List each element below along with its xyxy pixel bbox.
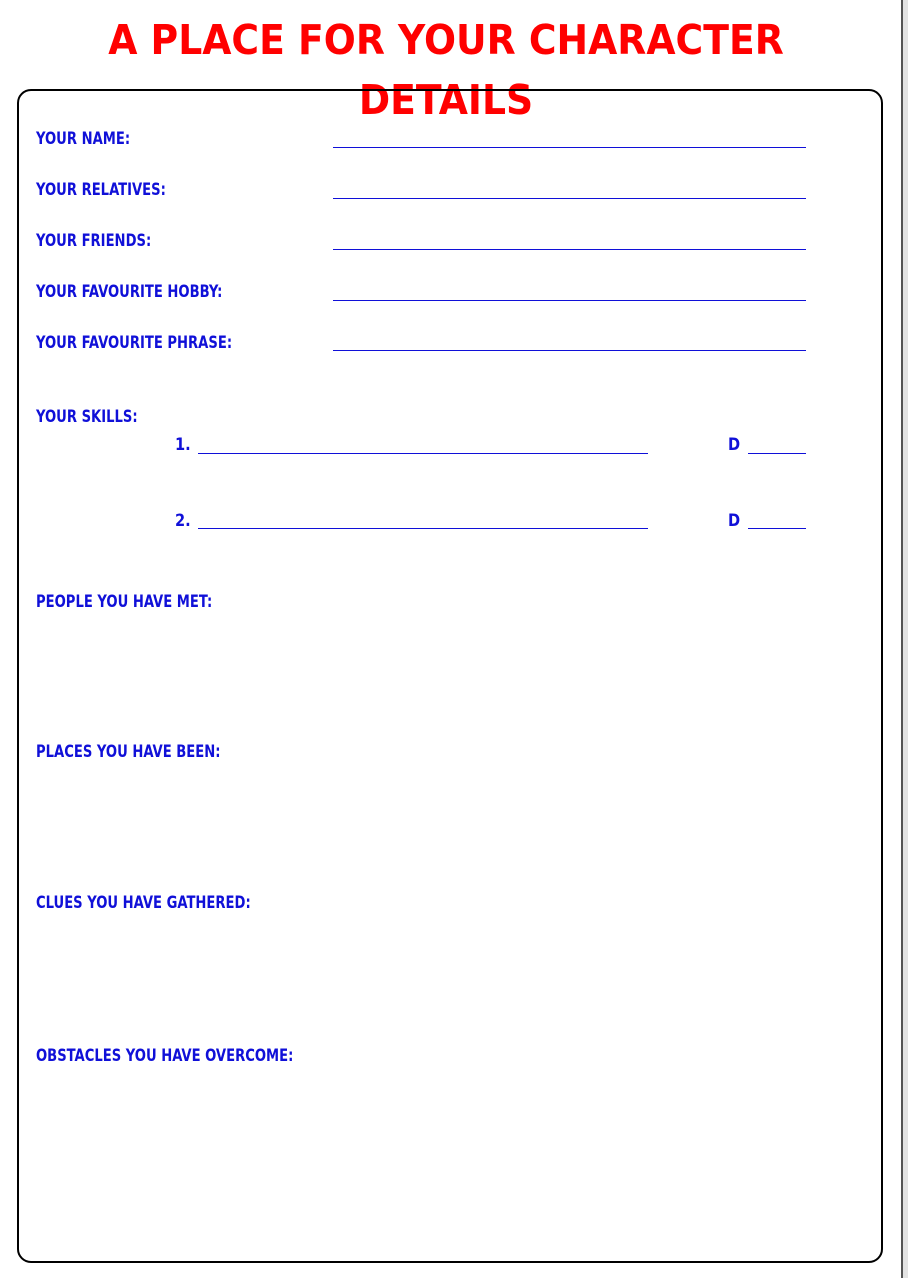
field-line[interactable] <box>333 198 806 199</box>
section-clues-gathered: CLUES YOU HAVE GATHERED: <box>36 893 251 913</box>
field-label: YOUR FAVOURITE PHRASE: <box>36 333 233 353</box>
skill-d-line[interactable] <box>748 453 806 454</box>
field-label: YOUR FAVOURITE HOBBY: <box>36 282 223 302</box>
skill-line[interactable] <box>198 528 648 529</box>
field-label: YOUR RELATIVES: <box>36 180 166 200</box>
field-line[interactable] <box>333 249 806 250</box>
skill-d-label: D <box>728 435 741 455</box>
skills-label: YOUR SKILLS: <box>36 407 138 427</box>
skill-number: 1. <box>175 435 191 455</box>
skill-number: 2. <box>175 511 191 531</box>
skill-line[interactable] <box>198 453 648 454</box>
details-frame <box>17 89 883 1263</box>
field-line[interactable] <box>333 147 806 148</box>
page-title: A PLACE FOR YOUR CHARACTER DETAILS <box>108 16 784 124</box>
section-places-been: PLACES YOU HAVE BEEN: <box>36 742 221 762</box>
field-label: YOUR FRIENDS: <box>36 231 152 251</box>
field-line[interactable] <box>333 350 806 351</box>
field-line[interactable] <box>333 300 806 301</box>
field-label: YOUR NAME: <box>36 129 131 149</box>
section-obstacles-overcome: OBSTACLES YOU HAVE OVERCOME: <box>36 1046 294 1066</box>
page-edge <box>901 0 908 1278</box>
skill-d-label: D <box>728 511 741 531</box>
section-people-met: PEOPLE YOU HAVE MET: <box>36 592 213 612</box>
skill-d-line[interactable] <box>748 528 806 529</box>
